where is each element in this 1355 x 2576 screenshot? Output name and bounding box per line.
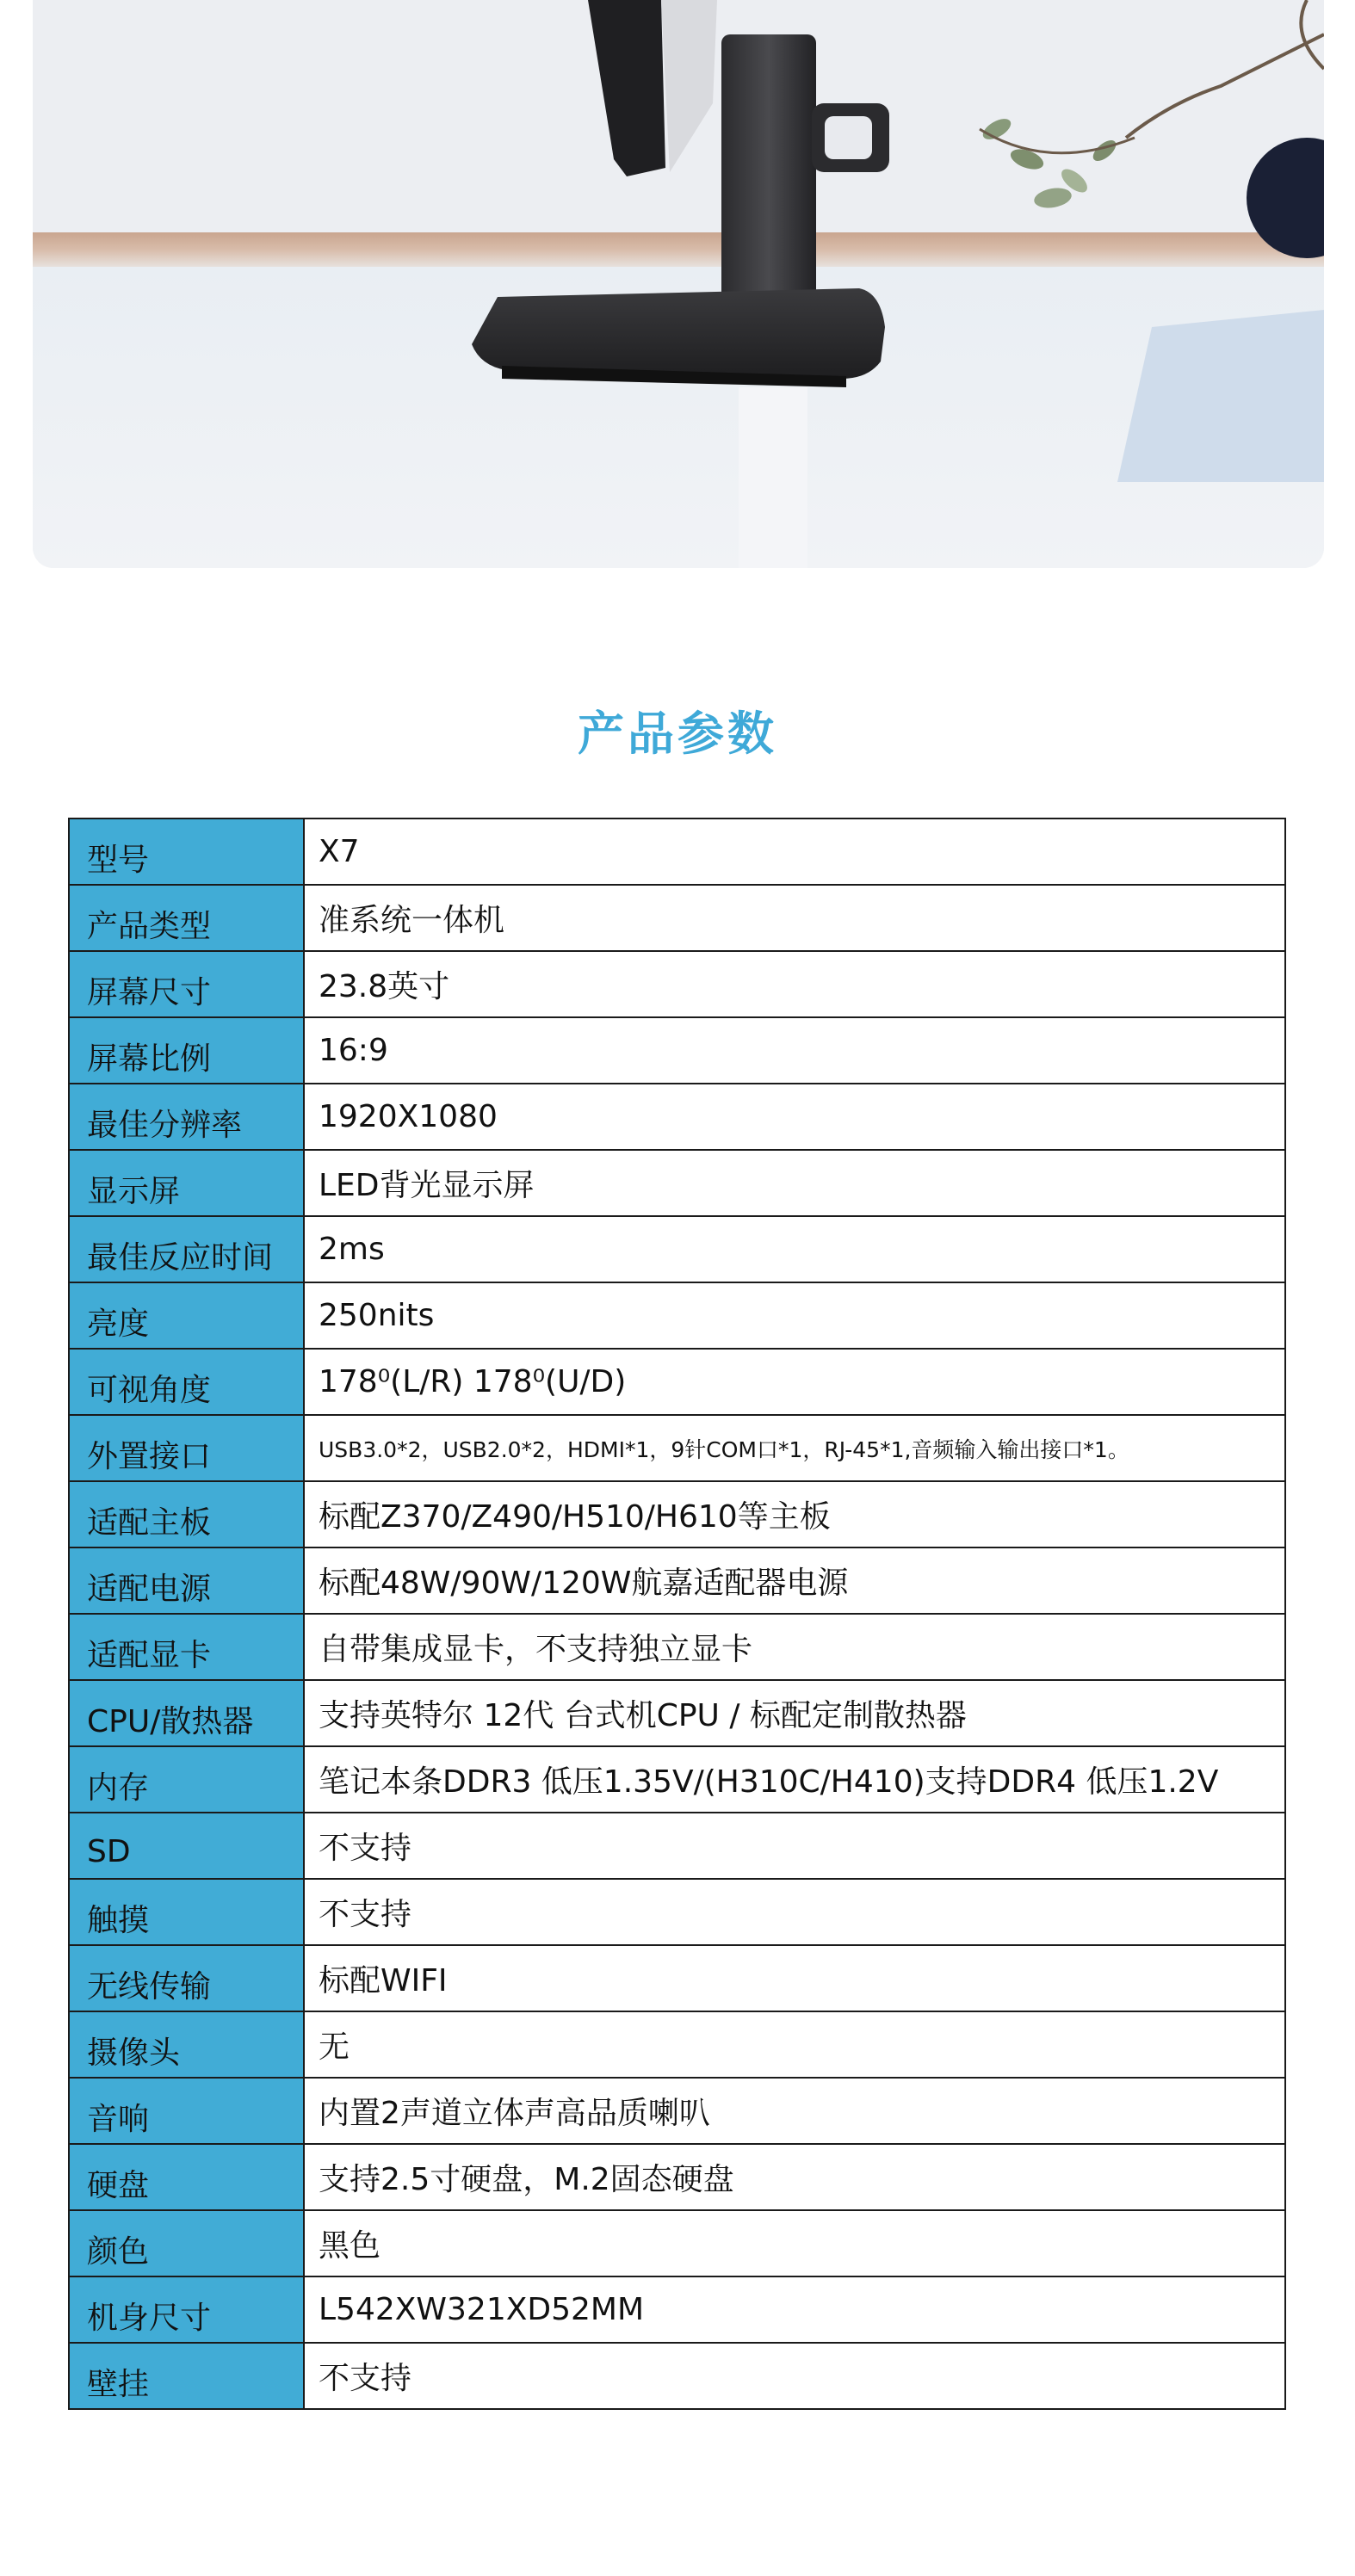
spec-value: 黑色: [304, 2210, 1285, 2276]
spec-row: [69, 1216, 1285, 1282]
spec-label: 亮度: [69, 1282, 304, 1349]
spec-label: 颜色: [69, 2210, 304, 2276]
spec-value: 标配Z370/Z490/H510/H610等主板: [304, 1481, 1285, 1547]
spec-row: [69, 1614, 1285, 1680]
spec-label: 产品类型: [69, 885, 304, 951]
spec-label: 音响: [69, 2078, 304, 2144]
spec-row: [69, 1813, 1285, 1879]
spec-row: [69, 1547, 1285, 1614]
spec-label: 型号: [69, 819, 304, 885]
spec-label: 可视角度: [69, 1349, 304, 1415]
spec-value: 不支持: [304, 2343, 1285, 2409]
spec-label: 内存: [69, 1746, 304, 1813]
monitor-stand-illustration: [33, 0, 1324, 568]
spec-row: [69, 1084, 1285, 1150]
spec-label: 屏幕尺寸: [69, 951, 304, 1017]
spec-value: 178⁰(L/R) 178⁰(U/D): [304, 1349, 1285, 1415]
spec-label: 适配电源: [69, 1547, 304, 1614]
spec-value: 1920X1080: [304, 1084, 1285, 1150]
spec-label: 屏幕比例: [69, 1017, 304, 1084]
spec-row: [69, 819, 1285, 885]
spec-value: L542XW321XD52MM: [304, 2276, 1285, 2343]
spec-label: 硬盘: [69, 2144, 304, 2210]
spec-value: 自带集成显卡，不支持独立显卡: [304, 1614, 1285, 1680]
spec-value: 标配WIFI: [304, 1945, 1285, 2011]
spec-label: 外置接口: [69, 1415, 304, 1481]
spec-label: 触摸: [69, 1879, 304, 1945]
spec-value: 16:9: [304, 1017, 1285, 1084]
spec-row: [69, 1415, 1285, 1481]
spec-row: [69, 1150, 1285, 1216]
spec-label: 无线传输: [69, 1945, 304, 2011]
spec-row: [69, 885, 1285, 951]
spec-row: [69, 1746, 1285, 1813]
spec-row: [69, 2078, 1285, 2144]
spec-label: 显示屏: [69, 1150, 304, 1216]
spec-value: 标配48W/90W/120W航嘉适配器电源: [304, 1547, 1285, 1614]
spec-row: [69, 2276, 1285, 2343]
spec-row: [69, 2011, 1285, 2078]
spec-value: LED背光显示屏: [304, 1150, 1285, 1216]
spec-label: 最佳分辨率: [69, 1084, 304, 1150]
spec-row: [69, 1282, 1285, 1349]
product-hero-image: [33, 0, 1324, 568]
spec-row: [69, 1481, 1285, 1547]
spec-row: [69, 1017, 1285, 1084]
spec-label: 机身尺寸: [69, 2276, 304, 2343]
spec-value: X7: [304, 819, 1285, 885]
spec-row: [69, 1349, 1285, 1415]
spec-row: [69, 1879, 1285, 1945]
spec-row: [69, 2210, 1285, 2276]
spec-label: 适配主板: [69, 1481, 304, 1547]
spec-value: 不支持: [304, 1879, 1285, 1945]
spec-label: 摄像头: [69, 2011, 304, 2078]
spec-value: 支持英特尔 12代 台式机CPU / 标配定制散热器: [304, 1680, 1285, 1746]
spec-value: 笔记本条DDR3 低压1.35V/(H310C/H410)支持DDR4 低压1.2V: [304, 1746, 1285, 1813]
spec-value: 不支持: [304, 1813, 1285, 1879]
spec-label: 壁挂: [69, 2343, 304, 2409]
spec-row: [69, 1680, 1285, 1746]
spec-label: 适配显卡: [69, 1614, 304, 1680]
spec-value: 250nits: [304, 1282, 1285, 1349]
spec-value: 2ms: [304, 1216, 1285, 1282]
spec-row: [69, 2144, 1285, 2210]
spec-value: USB3.0*2，USB2.0*2，HDMI*1，9针COM口*1，RJ-45*1,音频输入输出接口*1。: [304, 1415, 1285, 1481]
spec-value: 内置2声道立体声高品质喇叭: [304, 2078, 1285, 2144]
spec-value: 无: [304, 2011, 1285, 2078]
spec-label: 最佳反应时间: [69, 1216, 304, 1282]
spec-row: [69, 951, 1285, 1017]
spec-value: 23.8英寸: [304, 951, 1285, 1017]
spec-value: 支持2.5寸硬盘，M.2固态硬盘: [304, 2144, 1285, 2210]
spec-label: SD: [69, 1813, 304, 1879]
section-title: 产品参数: [578, 707, 777, 761]
spec-row: [69, 1945, 1285, 2011]
spec-value: 准系统一体机: [304, 885, 1285, 951]
spec-row: [69, 2343, 1285, 2409]
spec-table: [68, 818, 1286, 2410]
spec-label: CPU/散热器: [69, 1680, 304, 1746]
